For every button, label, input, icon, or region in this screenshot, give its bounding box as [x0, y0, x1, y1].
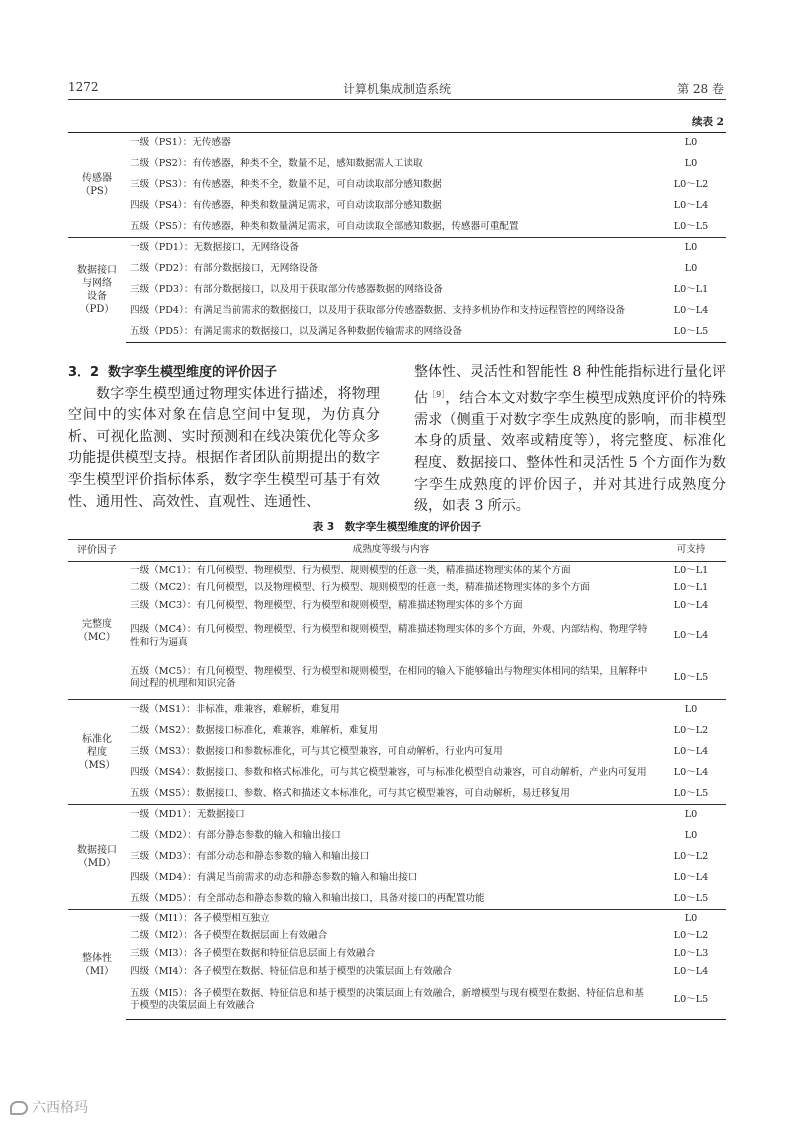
- category-line: 数据接口: [77, 845, 117, 856]
- category-cell: [68, 133, 126, 238]
- category-line: （PD）: [79, 304, 115, 316]
- row-description: 一级（MD1）：无数据接口: [126, 805, 656, 826]
- column-header: 可支持: [656, 540, 726, 562]
- continued-label: 续表 2: [692, 116, 724, 128]
- table-row: [68, 721, 726, 742]
- row-level: L0～L4: [673, 630, 709, 642]
- table-row: [68, 928, 726, 946]
- category-line: （MC）: [78, 631, 116, 643]
- body-paragraph-left: 数字孪生模型通过物理实体进行描述，将物理空间中的实体对象在信息空间中复现，为仿真分析、可视化监测、实时预测和在线决策优化等众多功能提供模型支持。根据作者团队前期提出的数字孪生模型评价指标体系，数字孪生模型可基于有效性、通用性、高效性、直观性、连通性、: [68, 385, 380, 510]
- table-3-group-md: [68, 805, 726, 910]
- table-row: [68, 280, 726, 301]
- table-row: [68, 982, 726, 1020]
- row-level: L0～L4: [673, 766, 709, 778]
- row-description: 一级（MC1）：有几何模型、物理模型、行为模型、规则模型的任意一类，精准描述物理实体的某个方面: [130, 564, 571, 576]
- row-level: L0～L1: [673, 564, 709, 576]
- row-level: L0～L3: [673, 948, 709, 960]
- row-description: 四级（MD4）：有满足当前需求的动态和静态参数的输入和输出接口: [130, 871, 418, 883]
- row-description: 四级（MS4）：数据接口、参数和格式标准化，可与其它模型兼容，可与标准化模型自动兼容，可自动解析，产业内可复用: [130, 766, 647, 778]
- column-header: 成熟度等级与内容: [126, 540, 656, 562]
- row-level: L0: [656, 700, 726, 721]
- row-level: L0～L1: [673, 283, 709, 295]
- table-row: [68, 763, 726, 784]
- row-level: L0: [656, 238, 726, 259]
- watermark-text: 六西格玛: [32, 1100, 88, 1116]
- row-description: 四级（MI4）：各子模型在数据、特征信息和基于模型的决策层面上有效融合: [130, 966, 452, 978]
- table-3-group-mi: [68, 910, 726, 1020]
- table-row: [68, 133, 726, 154]
- category-line: （MI）: [79, 965, 115, 977]
- section-title: 数字孪生模型维度的评价因子: [108, 365, 278, 380]
- category-line: 完整度: [82, 618, 112, 630]
- table-row: [68, 910, 726, 928]
- row-level: L0～L2: [673, 724, 709, 736]
- row-description: 五级（MS5）：数据接口、参数、格式和描述文本标准化，可与其它模型兼容，可自动解析，易迁移复用: [130, 787, 570, 799]
- row-level: L0～L4: [673, 871, 709, 883]
- row-level: L0～L5: [673, 787, 709, 799]
- section-number: 3．2: [68, 365, 100, 380]
- row-level: L0～L5: [673, 892, 709, 904]
- table-row: [68, 847, 726, 868]
- category-cell: [68, 910, 126, 1020]
- row-description: 四级（PD4）：有满足当前需求的数据接口，以及用于获取部分传感器数据、支持多机协作和支持远程管控的网络设备: [130, 304, 626, 316]
- row-level: L0～L5: [656, 982, 726, 1020]
- category-cell: [68, 700, 126, 805]
- table-row: [68, 826, 726, 847]
- table-row: [68, 196, 726, 217]
- table-3-group-mc: [68, 562, 726, 700]
- table-row: [68, 868, 726, 889]
- table-row: [68, 322, 726, 343]
- row-level: L0: [656, 133, 726, 154]
- table-2-group-pd: [68, 238, 726, 343]
- table-row: [68, 301, 726, 322]
- row-description: 二级（MC2）：有几何模型，以及物理模型、行为模型、规则模型的任意一类，精准描述物理实体的多个方面: [130, 582, 590, 594]
- row-description: 五级（MC5）：有几何模型、物理模型、行为模型和规则模型，在相同的输入下能够输出与物理实体相同的结果，且解释中间过程的机理和知识完备: [130, 665, 648, 690]
- table-3: [68, 539, 726, 1020]
- row-level: L0～L2: [673, 178, 709, 190]
- row-description: 三级（PS3）：有传感器，种类不全，数量不足，可自动读取部分感知数据: [130, 178, 442, 190]
- column-header: 评价因子: [68, 540, 126, 562]
- table-row: [68, 562, 726, 580]
- body-text: 整体性、灵活性和智能性 8 种性能指标进行量化评估: [414, 364, 726, 407]
- category-cell: [68, 805, 126, 910]
- category-line: （MS）: [78, 759, 116, 771]
- volume-label: 第 28 卷: [677, 82, 724, 96]
- row-description: 三级（MD3）：有部分动态和静态参数的输入和输出接口: [130, 850, 370, 862]
- row-level: L0～L5: [673, 220, 709, 232]
- body-paragraph-right: [414, 362, 726, 518]
- section-heading: [68, 362, 380, 384]
- header-rule: [68, 99, 726, 100]
- table-row: [68, 700, 726, 721]
- row-description: 一级（MI1）：各子模型相互独立: [126, 910, 656, 928]
- table-row: [68, 616, 726, 658]
- category-line: 标准化: [82, 733, 112, 745]
- row-level: L0～L4: [673, 304, 709, 316]
- table-row: [68, 658, 726, 700]
- table-row: [68, 946, 726, 964]
- row-description: 一级（MS1）：非标准，难兼容，难解析，难复用: [126, 700, 656, 721]
- row-description: 三级（MC3）：有几何模型、物理模型、行为模型和规则模型，精准描述物理实体的多个方面: [130, 600, 523, 612]
- row-description: 四级（PS4）：有传感器，种类和数量满足需求，可自动读取部分感知数据: [130, 199, 442, 211]
- category-line: 程度: [87, 746, 107, 758]
- right-column: [414, 362, 726, 518]
- row-description: 三级（MI3）：各子模型在数据和特征信息层面上有效融合: [130, 948, 376, 960]
- table-row: [68, 175, 726, 196]
- category-line: 传感器: [82, 173, 112, 184]
- row-level: L0: [656, 910, 726, 928]
- row-level: L0～L5: [656, 322, 726, 343]
- row-level: L0: [684, 829, 698, 841]
- row-level: L0: [656, 805, 726, 826]
- table-3-caption: 表 3 数字孪生模型维度的评价因子: [312, 521, 482, 533]
- chat-bubble-icon: [10, 1101, 28, 1115]
- row-description: 五级（MI5）：各子模型在数据、特征信息和基于模型的决策层面上有效融合，新增模型与现有模型在数据、特征信息和基于模型的决策层面上有效融合: [126, 982, 656, 1020]
- citation-ref: ［9］: [428, 389, 446, 399]
- table-row: [68, 259, 726, 280]
- table-row: [68, 805, 726, 826]
- row-level: L0～L4: [673, 966, 709, 978]
- table-row: [68, 217, 726, 238]
- category-line: 整体性: [82, 952, 112, 964]
- category-line: 与网络: [82, 278, 112, 290]
- table-row: [68, 742, 726, 763]
- table-row: [68, 964, 726, 982]
- row-description: 三级（PD3）：有部分数据接口，以及用于获取部分传感器数据的网络设备: [130, 283, 443, 295]
- category-line: 数据接口: [77, 265, 117, 277]
- watermark: [10, 1097, 88, 1117]
- row-description: 二级（MS2）：数据接口标准化，难兼容，难解析，难复用: [130, 724, 378, 736]
- category-cell: [68, 238, 126, 343]
- row-description: 五级（PS5）：有传感器，种类和数量满足需求，可自动读取全部感知数据，传感器可重配置: [130, 220, 519, 232]
- row-level: L0～L4: [673, 745, 709, 757]
- table-header-row: [68, 540, 726, 562]
- category-line: （PS）: [80, 186, 114, 197]
- table-row: [68, 580, 726, 598]
- row-description: 二级（MD2）：有部分静态参数的输入和输出接口: [130, 829, 341, 841]
- row-level: L0: [684, 157, 698, 169]
- row-level: L0～L5: [673, 672, 709, 684]
- table-row: [68, 598, 726, 616]
- row-description: 五级（PD5）：有满足需求的数据接口，以及满足各种数据传输需求的网络设备: [126, 322, 656, 343]
- row-level: L0～L4: [673, 199, 709, 211]
- body-text: ，结合本文对数字孪生模型成熟度评价的特殊需求（侧重于对数字孪生成熟度的影响，而非模型本身的质量、效率或精度等），将完整度、标准化程度、数据接口、整体性和灵活性 5 个方面作为数字孪生成熟度的评价因子，并对其进行成熟度分级，如表 3 所示。: [414, 390, 727, 515]
- category-line: （MD）: [77, 858, 117, 869]
- row-level: L0～L2: [673, 930, 709, 942]
- table-3-group-ms: [68, 700, 726, 805]
- table-row: [68, 238, 726, 259]
- row-level: L0～L2: [673, 850, 709, 862]
- row-description: 二级（PD2）：有部分数据接口，无网络设备: [130, 262, 319, 274]
- row-description: 二级（PS2）：有传感器，种类不全，数量不足，感知数据需人工读取: [130, 157, 423, 169]
- journal-title: 计算机集成制造系统: [342, 82, 451, 96]
- row-description: 一级（PS1）：无传感器: [126, 133, 656, 154]
- row-level: L0: [684, 262, 698, 274]
- row-description: 一级（PD1）：无数据接口，无网络设备: [126, 238, 656, 259]
- row-level: L0～L4: [673, 600, 709, 612]
- row-description: 三级（MS3）：数据接口和参数标准化，可与其它模型兼容，可自动解析，行业内可复用: [130, 745, 503, 757]
- page-number: 1272: [68, 80, 99, 94]
- category-line: 设备: [87, 291, 107, 303]
- table-2: [68, 132, 726, 343]
- table-row: [68, 889, 726, 910]
- table-row: [68, 154, 726, 175]
- left-column: [68, 362, 380, 513]
- table-row: [68, 784, 726, 805]
- row-level: L0～L1: [673, 582, 709, 594]
- category-cell: [68, 562, 126, 700]
- table-2-group-ps: [68, 133, 726, 238]
- row-description: 二级（MI2）：各子模型在数据层面上有效融合: [130, 930, 328, 942]
- row-description: 四级（MC4）：有几何模型、物理模型、行为模型和规则模型，精准描述物理实体的多个方面，外观、内部结构、物理学特性和行为逼真: [130, 624, 648, 648]
- row-description: 五级（MD5）：有全部动态和静态参数的输入和输出接口，具备对接口的再配置功能: [130, 892, 485, 904]
